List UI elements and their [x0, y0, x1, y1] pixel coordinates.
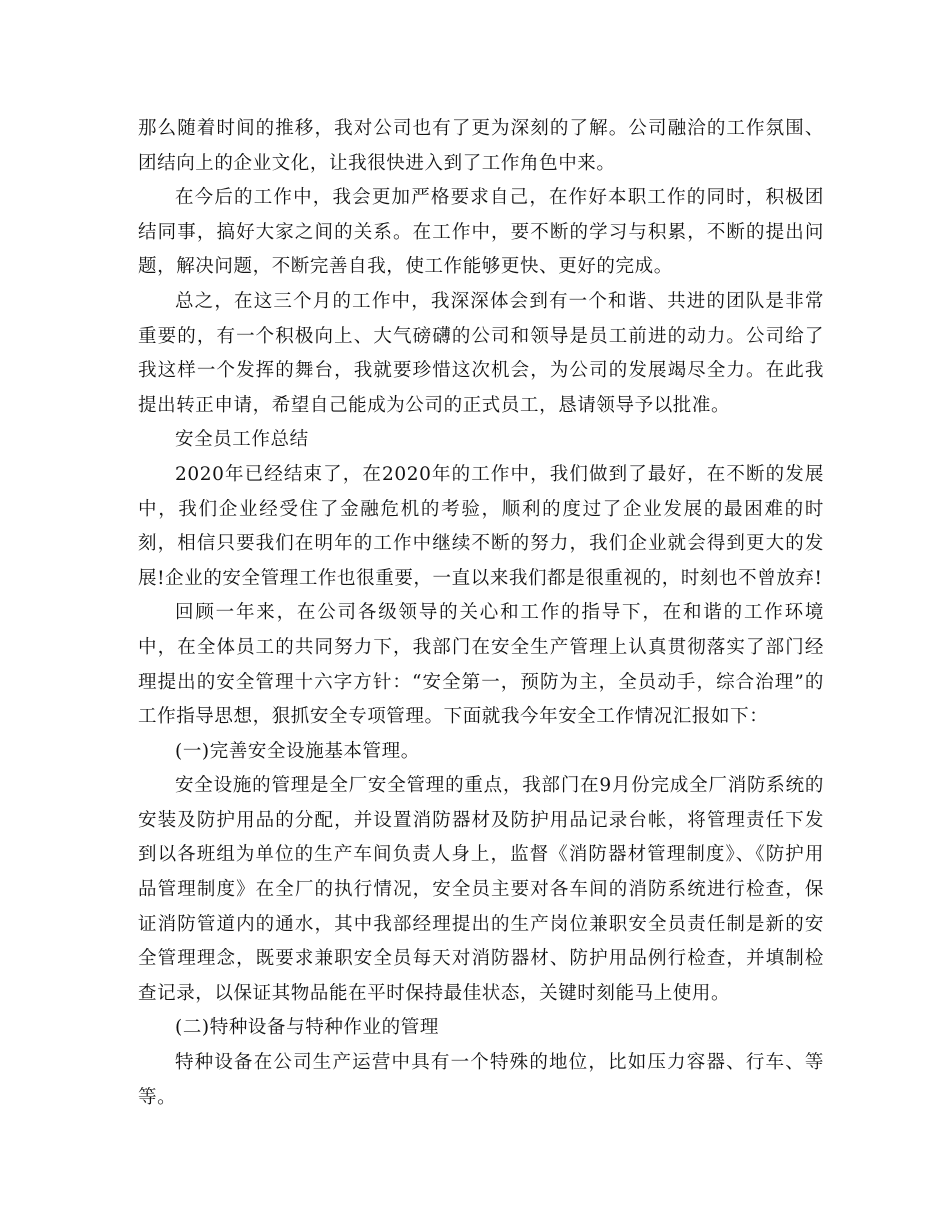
paragraph: 总之，在这三个月的工作中，我深深体会到有一个和谐、共进的团队是非常重要的，有一个积极向上、大气磅礴的公司和领导是员工前进的动力。公司给了我这样一个发挥的舞台，我就要珍惜这次机会，为公司的发展竭尽全力。在此我提出转正申请，希望自己能成为公司的正式员工，恳请领导予以批准。 — [138, 290, 824, 416]
paragraph-continued: 那么随着时间的推移，我对公司也有了更为深刻的了解。公司融洽的工作氛围、团结向上的企业文化，让我很快进入到了工作角色中来。 — [138, 118, 824, 174]
paragraph: 2020年已经结束了，在2020年的工作中，我们做到了最好，在不断的发展中，我们企业经受住了金融危机的考验，顺利的度过了企业发展的最困难的时刻，相信只要我们在明年的工作中继续不断的努力，我们企业就会得到更大的发展!企业的安全管理工作也很重要，一直以来我们都是很重视的，时刻也不曾放弃! — [138, 463, 824, 589]
paragraph: 在今后的工作中，我会更加严格要求自己，在作好本职工作的同时，积极团结同事，搞好大家之间的关系。在工作中，要不断的学习与积累，不断的提出问题，解决问题，不断完善自我，使工作能够更快、更好的完成。 — [138, 187, 824, 278]
paragraph: 安全设施的管理是全厂安全管理的重点，我部门在9月份完成全厂消防系统的安装及防护用品的分配，并设置消防器材及防护用品记录台帐，将管理责任下发到以各班组为单位的生产车间负责人身上，监督《消防器材管理制度》、《防护用品管理制度》在全厂的执行情况，安全员主要对各车间的消防系统进行检查，保证消防管道内的通水，其中我部经理提出的生产岗位兼职安全员责任制是新的安全管理理念，既要求兼职安全员每天对消防器材、防护用品例行检查，并填制检查记录，以保证其物品能在平时保持最佳状态，关键时刻能马上使用。 — [138, 775, 824, 1004]
paragraph: 回顾一年来，在公司各级领导的关心和工作的指导下，在和谐的工作环境中，在全体员工的共同努力下，我部门在安全生产管理上认真贯彻落实了部门经理提出的安全管理十六字方针：“安全第一，预防为主，全员动手，综合治理”的工作指导思想，狠抓安全专项管理。下面就我今年安全工作情况汇报如下： — [138, 602, 824, 728]
paragraph: 特种设备在公司生产运营中具有一个特殊的地位，比如压力容器、行车、等等。 — [138, 1052, 824, 1108]
section-title: 安全员工作总结 — [175, 429, 309, 451]
subsection-heading: (一)完善安全设施基本管理。 — [175, 740, 420, 762]
subsection-heading: (二)特种设备与特种作业的管理 — [175, 1017, 439, 1039]
document-body — [138, 112, 824, 1115]
